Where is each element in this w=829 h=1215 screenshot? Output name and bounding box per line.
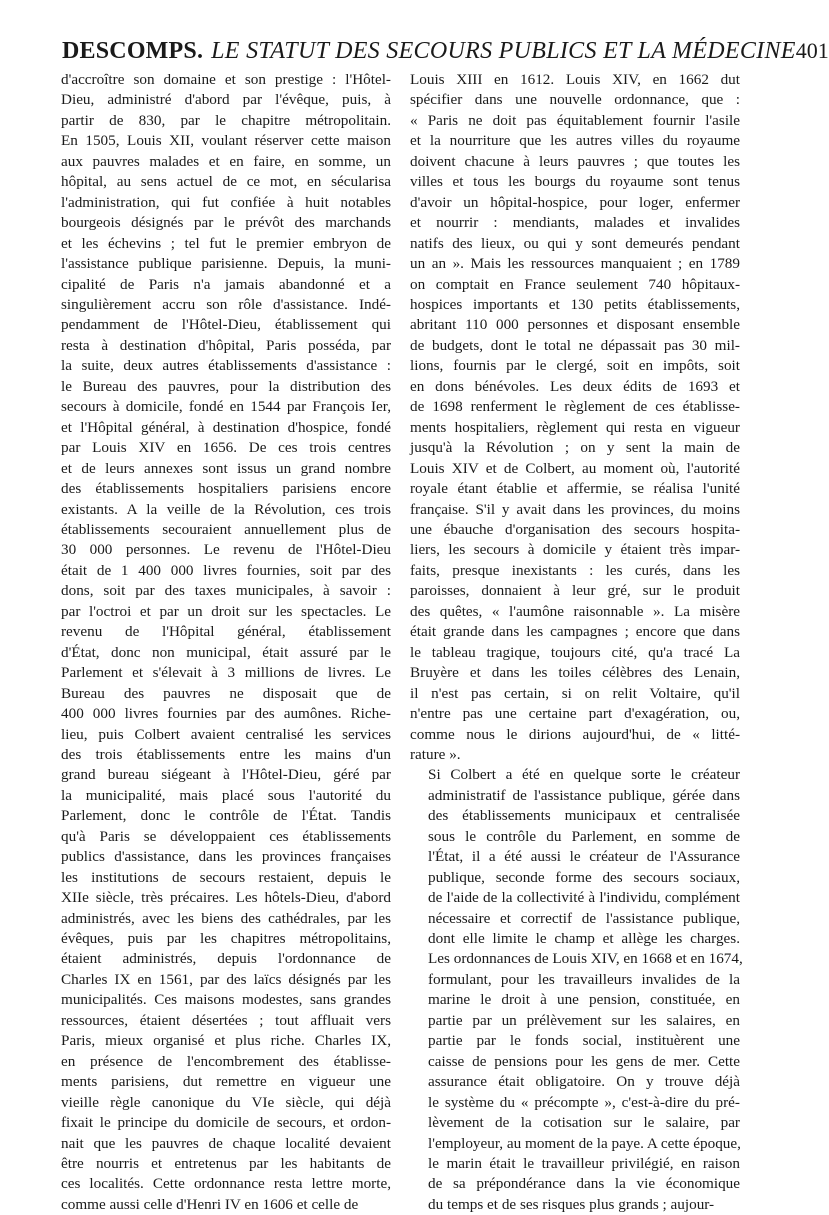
text-line: la municipalité, mais placé sous l'autorité du: [61, 786, 391, 804]
text-line: l'administration, qui fut confiée à huit notables: [61, 193, 391, 211]
text-line: Dieu, administré d'abord par l'évêque, puis, à: [61, 91, 391, 109]
text-line: des établissements hospitaliers parisiens encore: [61, 480, 391, 498]
text-line: et l'Hôpital général, à destination d'hospice, fondé: [61, 418, 391, 436]
text-line: et la nourriture que les autres villes du royaume: [410, 132, 740, 150]
text-line: municipalités. Ces maisons modestes, sans grandes: [61, 991, 391, 1009]
text-line: Bruyère et dans les toiles célèbres des Lenain,: [410, 664, 740, 682]
text-line: marine le droit à une pension, constituée, en: [428, 991, 740, 1009]
text-line: les institutions de secours restaient, depuis le: [61, 868, 391, 886]
text-line: 400 000 livres fournies par des aumônes. Riche-: [61, 705, 391, 723]
text-line: des trois établissements entre les mains d'un: [61, 745, 391, 763]
left-column: [61, 70, 391, 1215]
text-line: liers, les secours à domicile y étaient très impar-: [410, 541, 740, 559]
text-line: l'employeur, au moment de la paye. A cette époque,: [428, 1134, 741, 1152]
page-number: 401: [795, 38, 829, 63]
text-line: et nourrir : mendiants, malades et invalides: [410, 214, 740, 232]
text-line: le système du « précompte », c'est-à-dire du pré-: [428, 1093, 740, 1111]
text-line: caisse de pensions pour les gens de mer. Cette: [428, 1052, 740, 1070]
text-line: de budgets, dont le total ne dépassait pas 30 mil-: [410, 336, 740, 354]
text-line: rature ».: [410, 745, 461, 763]
text-line: administratif de l'assistance publique, gérée dans: [428, 786, 740, 804]
text-line: publique, seconde forme des secours sociaux,: [428, 868, 740, 886]
text-line: évêques, puis par les chapitres métropolitains,: [61, 930, 391, 948]
text-line: Charles IX en 1561, par des laïcs désignés par les: [61, 970, 391, 988]
text-line: Parlement, donc le contrôle de l'État. Tandis: [61, 807, 391, 825]
text-line: dons, soit par des taxes municipales, à savoir :: [61, 582, 391, 600]
text-line: le tableau tragique, toujours cité, qu'a tracé La: [410, 643, 740, 661]
text-line: publics d'assistance, dans les provinces françaises: [61, 848, 391, 866]
text-line: du temps et de ses risques plus grands ; aujour-: [428, 1195, 715, 1213]
right-column-paragraph-2: [410, 765, 743, 1215]
text-line: « Paris ne doit pas équitablement fournir l'asile: [410, 111, 740, 129]
text-line: paroisses, donnaient à leur gré, sur le produit: [410, 582, 740, 600]
text-line: le marin était le travailleur privilégié, en raison: [428, 1155, 740, 1173]
header-title: LE STATUT DES SECOURS PUBLICS ET LA MÉDECINE: [211, 38, 796, 64]
text-line: dont elle limite le champ et allège les charges.: [428, 930, 740, 948]
text-line: fixait le principe du domicile de secours, et ordon-: [61, 1114, 391, 1132]
text-line: Paris, mieux organisé et plus riche. Charles IX,: [61, 1032, 391, 1050]
text-line: nait que les pauvres de chaque localité devaient: [61, 1134, 391, 1152]
text-line: et les échevins ; tel fut le premier embryon de: [61, 234, 391, 252]
text-line: abritant 110 000 personnes et disposant ensemble: [410, 316, 740, 334]
text-line: lions, fournis par le clergé, soit en impôts, soit: [410, 357, 740, 375]
text-line: ces localités. Cette ordonnance resta lettre morte,: [61, 1175, 391, 1193]
text-line: resta à destination d'hôpital, Paris posséda, par: [61, 336, 391, 354]
text-line: comme nous le dirions aujourd'hui, de « litté-: [410, 725, 740, 743]
text-line: existants. A la veille de la Révolution, ces trois: [61, 500, 391, 518]
text-line: Parlement et s'élevait à 3 millions de livres. Le: [61, 664, 391, 682]
text-line: villes et tous les bourgs du royaume sont tenus: [410, 173, 740, 191]
text-line: natifs des lieux, ou qui y sont demeurés pendant: [410, 234, 740, 252]
text-line: formulant, pour les travailleurs invalides de la: [428, 970, 740, 988]
text-line: royale étant établie et affermie, se réalisa l'unité: [410, 480, 740, 498]
text-line: hôpital, au sens actuel de ce mot, en sécularisa: [61, 173, 391, 191]
text-line: une ébauche d'organisation des secours hospita-: [410, 520, 740, 538]
text-line: bourgeois désignés par le prévôt des marchands: [61, 214, 391, 232]
text-line: nécessaire et correctif de l'assistance publique,: [428, 909, 740, 927]
text-line: secours à domicile, fondé en 1544 par François Ier,: [61, 398, 391, 416]
text-line: ments hospitaliers, règlement qui resta en vigueur: [410, 418, 740, 436]
text-line: était de 1 400 000 livres fournies, soit par des: [61, 561, 391, 579]
text-line: Bureau des pauvres ne disposait que de: [61, 684, 391, 702]
text-line: le Bureau des pauvres, pour la distribution des: [61, 377, 391, 395]
text-line: d'État, donc non municipal, était assuré par le: [61, 643, 391, 661]
text-line: revenu de l'Hôpital général, établissement: [61, 623, 391, 641]
text-line: on comptait en France seulement 740 hôpitaux-: [410, 275, 740, 293]
text-line: des établissements municipaux et centralisée: [428, 807, 740, 825]
text-line: partie par le fonds social, instituèrent une: [428, 1032, 740, 1050]
text-line: comme aussi celle d'Henri IV en 1606 et celle de: [61, 1195, 359, 1213]
text-line: en dons bénévoles. Les deux édits de 1693 et: [410, 377, 740, 395]
text-line: sous le contrôle du Parlement, en somme de: [428, 827, 740, 845]
text-line: Louis XIV et de Colbert, au moment où, l'autorité: [410, 459, 740, 477]
text-line: de sa prépondérance dans la vie économique: [428, 1175, 740, 1193]
text-line: la suite, deux autres établissements d'assistance :: [61, 357, 391, 375]
text-line: établissements secouraient annuellement plus de: [61, 520, 391, 538]
left-column-paragraph: [61, 70, 391, 1215]
text-line: jusqu'à la Révolution ; on y sent la main de: [410, 439, 740, 457]
header-author: DESCOMPS.: [62, 38, 204, 64]
running-header: [62, 38, 829, 65]
text-line: lieu, puis Colbert avaient centralisé les services: [61, 725, 391, 743]
text-line: singulièrement accru son rôle d'assistance. Indé-: [61, 295, 391, 313]
text-line: étaient administrés, depuis l'ordonnance de: [61, 950, 391, 968]
text-line: XIIe siècle, très précaires. Les hôtels-Dieu, d'abord: [61, 889, 391, 907]
text-line: ressources, étaient désertées ; tout affluait vers: [61, 1011, 391, 1029]
right-column: [410, 70, 743, 1215]
text-line: 30 000 personnes. Le revenu de l'Hôtel-Dieu: [61, 541, 391, 559]
text-line: En 1505, Louis XII, voulant réserver cette maison: [61, 132, 391, 150]
text-line: Louis XIII en 1612. Louis XIV, en 1662 dut: [410, 71, 740, 88]
text-line: partir de 830, par le chapitre métropolitain.: [61, 111, 391, 129]
text-line: hospices importants et 130 petits établissements,: [410, 295, 740, 313]
text-line: un an ». Mais les ressources manquaient ; en 1789: [410, 255, 740, 273]
text-line: par Louis XIV en 1656. De ces trois centres: [61, 439, 391, 457]
text-line: lèvement de la cotisation sur le salaire, par: [428, 1114, 740, 1132]
text-line: par l'octroi et par un droit sur les spectacles. Le: [61, 602, 391, 620]
text-line: grand bureau siégeant à l'Hôtel-Dieu, géré par: [61, 766, 391, 784]
text-line: doivent chacune à leurs pauvres ; que toutes les: [410, 152, 740, 170]
text-line: il n'est pas certain, si on relit Voltaire, qu'il: [410, 684, 740, 702]
text-line: française. S'il y avait dans les provinces, du moins: [410, 500, 740, 518]
text-line: qu'à Paris se développaient ces établissements: [61, 827, 391, 845]
text-line: était grande dans les campagnes ; encore que dans: [410, 623, 740, 641]
text-line: spécifier dans une nouvelle ordonnance, que :: [410, 91, 740, 109]
text-line: vieille règle canonique du VIe siècle, qui déjà: [61, 1093, 391, 1111]
text-line: assurance était obligatoire. On y trouve déjà: [428, 1073, 740, 1091]
text-line: n'entre pas une certaine part d'exagération, ou,: [410, 705, 740, 723]
text-line: de l'aide de la collectivité à l'individu, complément: [428, 889, 740, 907]
text-line: des quêtes, « l'aumône raisonnable ». La misère: [410, 602, 740, 620]
text-line: cipalité de Paris n'a jamais abandonné et a: [61, 275, 391, 293]
text-line: Si Colbert a été en quelque sorte le créateur: [428, 766, 740, 784]
text-line: faits, presque inexistants : les curés, dans les: [410, 561, 740, 579]
text-line: l'État, il a été aussi le créateur de l'Assurance: [428, 848, 740, 866]
text-line: administrés, avec les biens des cathédrales, par les: [61, 909, 391, 927]
text-line: aux pauvres malades et en faire, en somme, un: [61, 152, 391, 170]
text-line: d'accroître son domaine et son prestige : l'Hôtel-: [61, 71, 391, 88]
text-line: d'avoir un hôpital-hospice, pour loger, enfermer: [410, 193, 740, 211]
text-line: de 1698 renferment le règlement de ces établisse-: [410, 398, 740, 416]
text-line: pendamment de l'Hôtel-Dieu, établissement qui: [61, 316, 391, 334]
text-line: et de leurs annexes sont issus un grand nombre: [61, 459, 391, 477]
text-line: partie par un prélèvement sur les salaires, en: [428, 1011, 740, 1029]
text-line: Les ordonnances de Louis XIV, en 1668 et en 1674,: [428, 950, 743, 968]
text-line: l'assistance publique parisienne. Depuis, la muni-: [61, 255, 391, 273]
right-column-paragraph-1: [410, 70, 740, 765]
text-line: ments parisiens, dut remettre en vigueur une: [61, 1073, 391, 1091]
text-line: être nourris et entretenus par les habitants de: [61, 1155, 391, 1173]
text-line: en présence de l'encombrement des établisse-: [61, 1052, 391, 1070]
